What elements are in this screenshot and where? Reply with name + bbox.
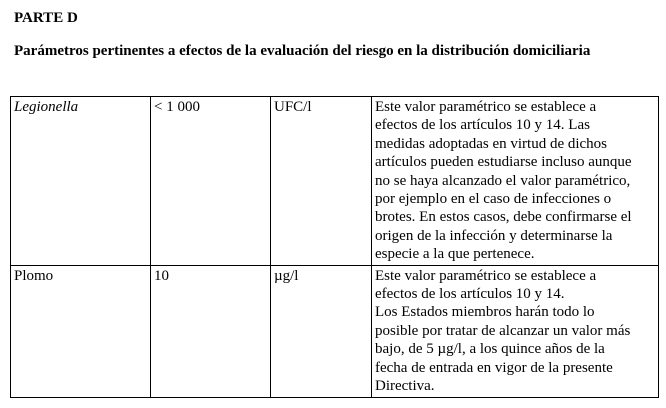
note-line: origen de la infección y determinarse la bbox=[375, 227, 613, 244]
note-line: Directiva. bbox=[375, 378, 435, 395]
note-line: fecha de entrada en vigor de la presente bbox=[375, 359, 613, 376]
part-title: PARTE D bbox=[14, 10, 78, 26]
note-line: efectos de los artículos 10 y 14. Las bbox=[375, 117, 590, 134]
parameter-name-cell: Plomo bbox=[11, 265, 151, 397]
parameters-table bbox=[10, 96, 659, 398]
note-line: Los Estados miembros harán todo lo bbox=[375, 304, 595, 321]
note-line: Este valor paramétrico se establece a bbox=[375, 267, 597, 284]
note-line: posible por tratar de alcanzar un valor más bbox=[375, 322, 631, 339]
note-line: Este valor paramétrico se establece a bbox=[375, 99, 597, 115]
table-row bbox=[11, 265, 659, 397]
note-line: brotes. En estos casos, debe confirmarse el bbox=[375, 209, 632, 226]
note-line: efectos de los artículos 10 y 14. bbox=[375, 286, 565, 303]
note-line: por ejemplo en el caso de infecciones o bbox=[375, 191, 612, 208]
parameter-unit-cell: UFC/l bbox=[271, 97, 372, 266]
note-line: especie a la que pertenece. bbox=[375, 246, 535, 263]
table-row bbox=[11, 97, 659, 266]
note-line: bajo, de 5 µg/l, a los quince años de la bbox=[375, 341, 605, 358]
note-line: medidas adoptadas en virtud de dichos bbox=[375, 135, 608, 152]
parameter-note-cell bbox=[372, 97, 659, 266]
parameter-value-cell: < 1 000 bbox=[151, 97, 271, 266]
section-heading: Parámetros pertinentes a efectos de la evaluación del riesgo en la distribución domiciliaria bbox=[14, 43, 591, 59]
parameter-unit-cell: µg/l bbox=[271, 265, 372, 397]
note-line: no se haya alcanzado el valor paramétrico, bbox=[375, 172, 631, 189]
note-line: artículos pueden estudiarse incluso aunque bbox=[375, 154, 632, 171]
parameter-note-cell bbox=[372, 265, 659, 397]
parameter-value-cell: 10 bbox=[151, 265, 271, 397]
parameter-name-cell: Legionella bbox=[11, 97, 151, 266]
